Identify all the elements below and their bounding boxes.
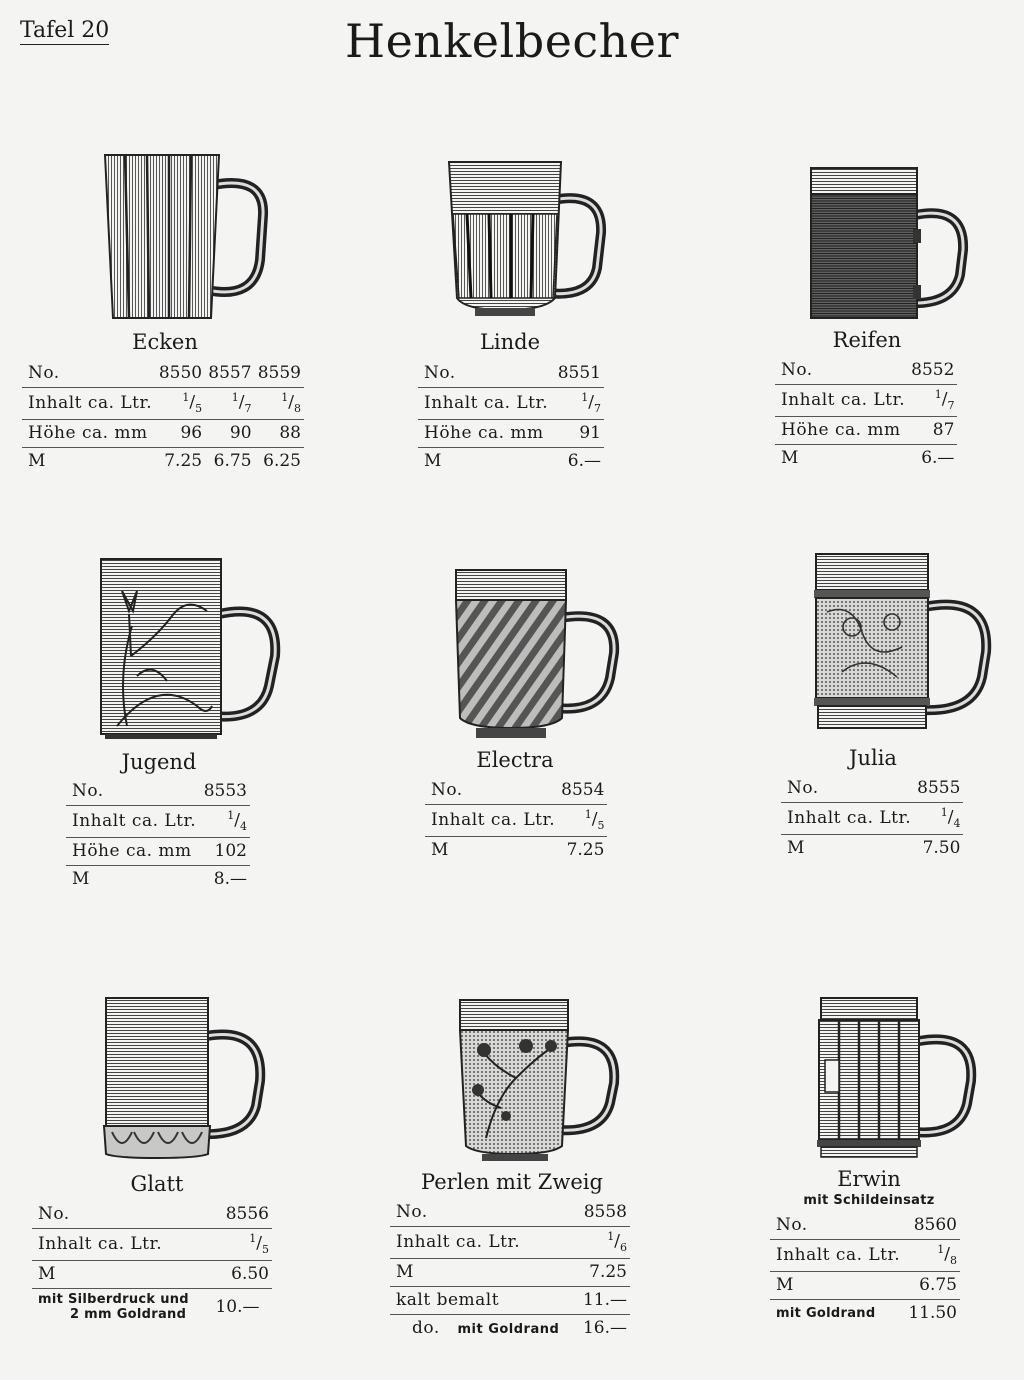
item-name-linde: Linde xyxy=(479,330,541,354)
table-row: mit Goldrand 11.50 xyxy=(776,1303,957,1324)
reifen-mug-illustration xyxy=(805,165,975,325)
table-row: Höhe ca. mm 87 xyxy=(775,417,957,445)
table-row: No. 8554 xyxy=(425,777,607,805)
item-name-reifen: Reifen xyxy=(832,328,902,352)
spec-table-reifen xyxy=(775,357,957,472)
table-row: Höhe ca. mm 102 xyxy=(66,838,250,866)
spec-table-perlen xyxy=(390,1199,630,1342)
jugend-mug-illustration xyxy=(97,556,282,741)
spec-table-ecken xyxy=(22,360,304,475)
item-name-perlen-mit-zweig: Perlen mit Zweig xyxy=(421,1170,603,1194)
table-row: No. 8553 xyxy=(66,778,250,806)
table-row: mit Silberdruck und 2 mm Goldrand 10.— xyxy=(38,1292,260,1323)
table-row: No. 8551 xyxy=(418,360,604,388)
table-row: M 6.50 xyxy=(32,1261,272,1289)
table-row: M 7.25 6.75 6.25 xyxy=(28,451,301,472)
table-row: Inhalt ca. Ltr. $^1/_4$ xyxy=(66,806,250,838)
perlen-mug-illustration xyxy=(456,998,626,1163)
page-title: Henkelbecher xyxy=(344,14,680,68)
spec-table-erwin xyxy=(770,1212,960,1327)
spec-table-jugend xyxy=(66,778,250,893)
table-row: No. 8550 8557 8559 xyxy=(22,360,304,388)
table-row: Inhalt ca. Ltr. $^1/_5$ xyxy=(425,805,607,837)
table-row: No. 8555 xyxy=(781,775,963,803)
spec-table-glatt xyxy=(32,1201,272,1326)
table-row: Inhalt ca. Ltr. $^1/_7$ xyxy=(418,388,604,420)
table-row: Inhalt ca. Ltr. $^1/_6$ xyxy=(390,1227,630,1259)
item-name-jugend: Jugend xyxy=(121,750,197,774)
linde-mug-illustration xyxy=(445,158,615,323)
glatt-mug-illustration xyxy=(102,996,272,1161)
table-row: Inhalt ca. Ltr. $^1/_5$ $^1/_7$ $^1/_8$ xyxy=(22,388,304,420)
item-name-glatt: Glatt xyxy=(130,1172,184,1196)
erwin-mug-illustration xyxy=(815,996,985,1161)
table-row: kalt bemalt 11.— xyxy=(390,1287,630,1315)
spec-table-julia xyxy=(781,775,963,862)
table-row: M 8.— xyxy=(72,869,247,890)
spec-table-electra xyxy=(425,777,607,864)
electra-mug-illustration xyxy=(452,568,622,748)
spec-table-linde xyxy=(418,360,604,475)
ecken-mug-illustration xyxy=(95,150,275,325)
table-row: Inhalt ca. Ltr. $^1/_8$ xyxy=(770,1240,960,1272)
item-subtitle-erwin: mit Schildeinsatz xyxy=(803,1193,935,1208)
table-row: M 6.75 xyxy=(770,1272,960,1300)
table-row: M 6.— xyxy=(424,451,601,472)
item-name-erwin: Erwin xyxy=(837,1167,901,1191)
table-row: No. 8556 xyxy=(32,1201,272,1229)
table-row: do. mit Goldrand 16.— xyxy=(412,1318,627,1339)
item-name-julia: Julia xyxy=(849,746,897,770)
table-row: Höhe ca. mm 96 90 88 xyxy=(22,420,304,448)
table-row: Höhe ca. mm 91 xyxy=(418,420,604,448)
julia-mug-illustration xyxy=(812,552,992,737)
table-row: Inhalt ca. Ltr. $^1/_7$ xyxy=(775,385,957,417)
item-name-electra: Electra xyxy=(476,748,554,772)
plate-number: Tafel 20 xyxy=(20,18,110,43)
table-row: M 7.25 xyxy=(431,840,605,861)
table-row: No. 8558 xyxy=(390,1199,630,1227)
table-row: Inhalt ca. Ltr. $^1/_4$ xyxy=(781,803,963,835)
table-row: M 6.— xyxy=(781,448,955,469)
table-row: No. 8560 xyxy=(770,1212,960,1240)
table-row: Inhalt ca. Ltr. $^1/_5$ xyxy=(32,1229,272,1261)
table-row: M 7.25 xyxy=(390,1259,630,1287)
item-name-ecken: Ecken xyxy=(132,330,198,354)
table-row: No. 8552 xyxy=(775,357,957,385)
table-row: M 7.50 xyxy=(787,838,961,859)
